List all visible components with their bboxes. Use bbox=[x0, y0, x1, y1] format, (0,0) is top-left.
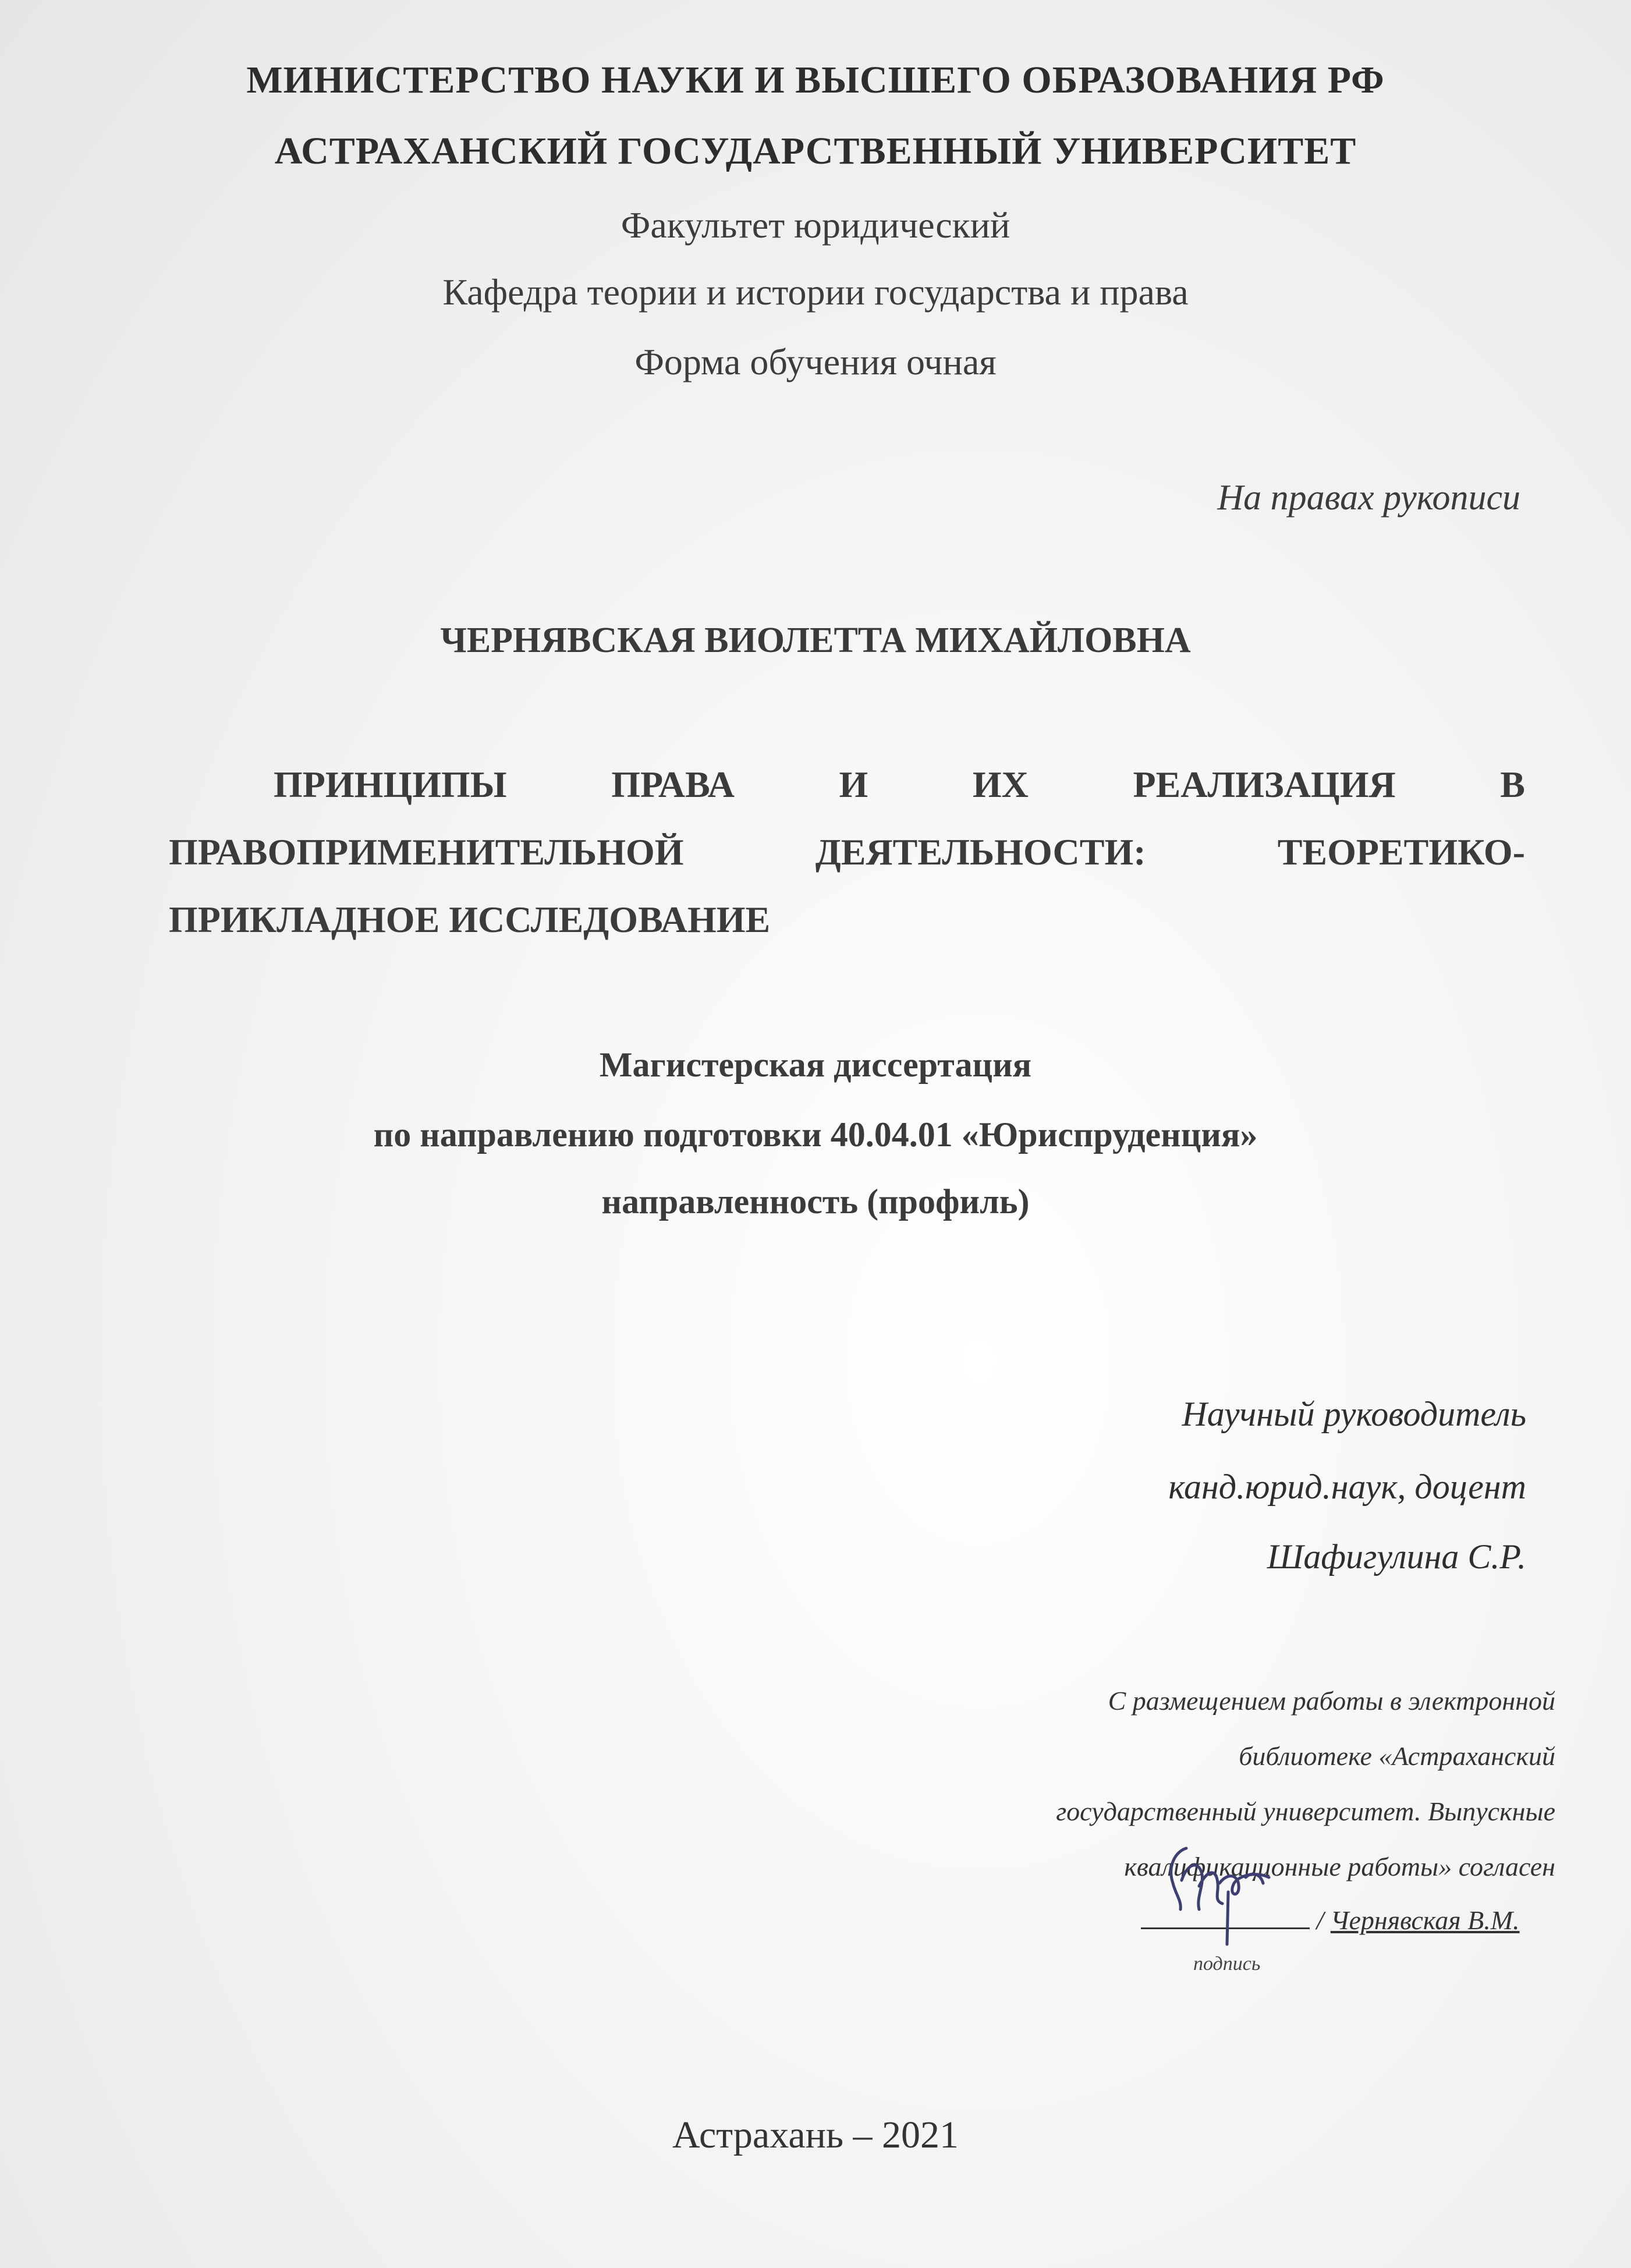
university-heading: АСТРАХАНСКИЙ ГОСУДАРСТВЕННЫЙ УНИВЕРСИТЕТ bbox=[274, 130, 1357, 172]
title-line-2 bbox=[169, 818, 1525, 886]
title-word: ПРИКЛАДНОЕ ИССЛЕДОВАНИЕ bbox=[169, 899, 771, 940]
author-name: ЧЕРНЯВСКАЯ ВИОЛЕТТА МИХАЙЛОВНА bbox=[440, 621, 1191, 660]
title-word: ТЕОРЕТИКО- bbox=[1277, 831, 1525, 873]
manuscript-note: На правах рукописи bbox=[1217, 478, 1520, 518]
study-form-line: Форма обучения очная bbox=[634, 341, 997, 382]
supervisor-degree: канд.юрид.наук, доцент bbox=[1168, 1468, 1526, 1506]
supervisor-name: Шафигулина С.Р. bbox=[1267, 1537, 1526, 1576]
title-word: ПРИНЦИПЫ bbox=[274, 764, 507, 805]
title-word: ДЕЯТЕЛЬНОСТИ: bbox=[815, 831, 1146, 873]
work-direction: по направлению подготовки 40.04.01 «Юриспруденция» bbox=[373, 1115, 1258, 1154]
title-word: ПРАВОПРИМЕНИТЕЛЬНОЙ bbox=[169, 831, 684, 873]
title-word: В bbox=[1500, 764, 1525, 805]
faculty-line: Факультет юридический bbox=[621, 204, 1010, 246]
supervisor-label: Научный руководитель bbox=[1182, 1395, 1526, 1433]
signature-caption: подпись bbox=[1193, 1953, 1261, 1975]
title-word: РЕАЛИЗАЦИЯ bbox=[1133, 764, 1396, 805]
title-line-1 bbox=[169, 751, 1525, 818]
work-profile: направленность (профиль) bbox=[601, 1182, 1030, 1221]
consent-line-3: государственный университет. Выпускные bbox=[1056, 1796, 1555, 1826]
thesis-title bbox=[169, 751, 1525, 954]
city-year-footer: Астрахань – 2021 bbox=[672, 2114, 959, 2156]
work-type: Магистерская диссертация bbox=[599, 1046, 1032, 1084]
title-line-3 bbox=[169, 886, 1525, 954]
title-word: ПРАВА bbox=[611, 764, 735, 805]
title-word: И bbox=[839, 764, 868, 805]
consent-line-2: библиотеке «Астраханский bbox=[1239, 1741, 1555, 1771]
title-word: ИХ bbox=[972, 764, 1029, 805]
department-line: Кафедра теории и истории государства и права bbox=[442, 271, 1189, 313]
signer-name: Чернявская В.М. bbox=[1330, 1905, 1520, 1935]
consent-line-1: С размещением работы в электронной bbox=[1108, 1686, 1555, 1716]
ministry-heading: МИНИСТЕРСТВО НАУКИ И ВЫСШЕГО ОБРАЗОВАНИЯ РФ bbox=[246, 59, 1385, 101]
consent-line-4: квалификационные работы» согласен bbox=[1124, 1852, 1555, 1881]
signature-separator: / bbox=[1316, 1905, 1324, 1935]
handwritten-signature bbox=[1141, 1828, 1316, 1973]
